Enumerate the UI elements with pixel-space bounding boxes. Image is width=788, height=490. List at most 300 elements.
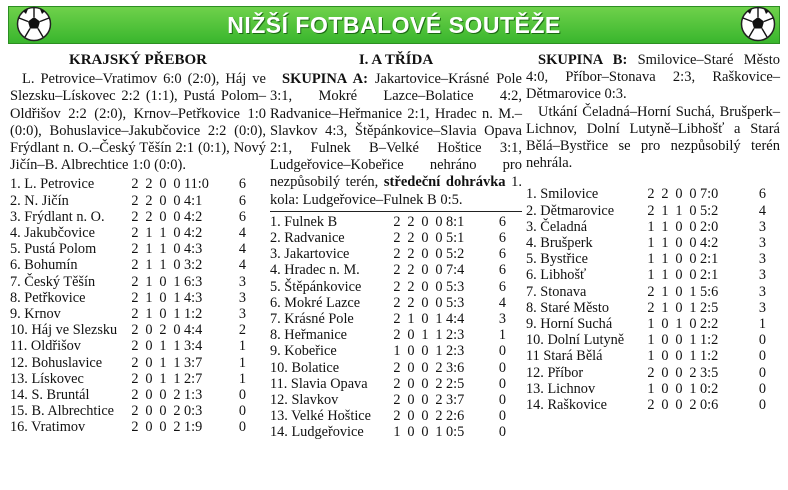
stat-cell: 0 bbox=[435, 213, 443, 230]
points: 3 bbox=[758, 235, 766, 252]
stat-cell: 2 bbox=[131, 273, 139, 290]
stat-cell: 1 bbox=[689, 332, 697, 349]
standings-row bbox=[10, 290, 246, 306]
stat-cell: 0 bbox=[661, 316, 669, 333]
score: 0:3 bbox=[184, 403, 203, 420]
team-name: 13. Lískovec bbox=[10, 370, 84, 387]
section-banner bbox=[8, 6, 780, 44]
stat-cell: 0 bbox=[675, 348, 683, 365]
score: 5:3 bbox=[446, 294, 465, 311]
team-name: 14. S. Bruntál bbox=[10, 387, 90, 404]
stat-cell: 1 bbox=[675, 202, 683, 219]
standings-row bbox=[270, 214, 506, 230]
team-name: 16. Vratimov bbox=[10, 419, 86, 436]
standings-row bbox=[10, 209, 246, 225]
stat-cell: 0 bbox=[173, 208, 181, 225]
stat-cell: 0 bbox=[145, 370, 153, 387]
stat-cell: 2 bbox=[159, 322, 167, 339]
score: 3:7 bbox=[184, 354, 203, 371]
points: 6 bbox=[498, 230, 506, 247]
stat-cell: 0 bbox=[661, 332, 669, 349]
stat-cell: 0 bbox=[159, 289, 167, 306]
score: 2:0 bbox=[700, 218, 719, 235]
stat-cell: 0 bbox=[675, 218, 683, 235]
team-name: 12. Příbor bbox=[526, 364, 584, 381]
stat-cell: 1 bbox=[647, 332, 655, 349]
score: 4:1 bbox=[184, 192, 203, 209]
stat-cell: 0 bbox=[145, 338, 153, 355]
score: 5:3 bbox=[446, 278, 465, 295]
stat-cell: 2 bbox=[131, 387, 139, 404]
team-name: 2. Radvanice bbox=[270, 230, 345, 247]
stat-cell: 2 bbox=[647, 186, 655, 203]
team-name: 1. Smilovice bbox=[526, 186, 599, 203]
standings-row bbox=[10, 387, 246, 403]
stat-cell: 1 bbox=[435, 311, 443, 328]
stat-cell: 2 bbox=[393, 359, 401, 376]
stat-cell: 2 bbox=[131, 241, 139, 258]
stat-cell: 1 bbox=[647, 218, 655, 235]
stat-cell: 1 bbox=[407, 311, 415, 328]
skupina-a-standings-table bbox=[270, 214, 506, 441]
stat-cell: 0 bbox=[435, 262, 443, 279]
section-title: NIŽŠÍ FOTBALOVÉ SOUTĚŽE bbox=[227, 12, 561, 38]
trida-heading: I. A TŘÍDA bbox=[358, 52, 434, 68]
team-name: 11. Oldřišov bbox=[10, 338, 81, 355]
points: 3 bbox=[238, 306, 246, 323]
stat-cell: 2 bbox=[131, 370, 139, 387]
stat-cell: 2 bbox=[131, 322, 139, 339]
stat-cell: 2 bbox=[393, 375, 401, 392]
points: 0 bbox=[238, 419, 246, 436]
score: 2:1 bbox=[700, 267, 719, 284]
score: 11:0 bbox=[184, 176, 209, 193]
stat-cell: 2 bbox=[131, 257, 139, 274]
team-name: 6. Libhošť bbox=[526, 267, 587, 284]
standings-row bbox=[10, 355, 246, 371]
points: 0 bbox=[238, 403, 246, 420]
stat-cell: 0 bbox=[421, 213, 429, 230]
score: 3:2 bbox=[184, 257, 203, 274]
stat-cell: 0 bbox=[675, 251, 683, 268]
standings-row bbox=[270, 408, 506, 424]
standings-row bbox=[10, 257, 246, 273]
stat-cell: 1 bbox=[661, 235, 669, 252]
stat-cell: 2 bbox=[407, 278, 415, 295]
stat-cell: 2 bbox=[131, 289, 139, 306]
stat-cell: 1 bbox=[435, 327, 443, 344]
team-name: 3. Čeladná bbox=[526, 218, 588, 235]
stat-cell: 1 bbox=[661, 202, 669, 219]
stat-cell: 1 bbox=[675, 316, 683, 333]
score: 3:6 bbox=[446, 359, 465, 376]
standings-row bbox=[270, 376, 506, 392]
team-name: 6. Bohumín bbox=[10, 257, 78, 274]
stat-cell: 1 bbox=[689, 348, 697, 365]
standings-row bbox=[526, 235, 766, 251]
stat-cell: 0 bbox=[159, 403, 167, 420]
stat-cell: 1 bbox=[435, 343, 443, 360]
stat-cell: 1 bbox=[145, 306, 153, 323]
standings-row bbox=[10, 176, 246, 192]
points: 6 bbox=[498, 278, 506, 295]
stat-cell: 1 bbox=[647, 251, 655, 268]
points: 0 bbox=[498, 392, 506, 409]
stat-cell: 1 bbox=[689, 299, 697, 316]
stat-cell: 1 bbox=[647, 235, 655, 252]
team-name: 14. Ludgeřovice bbox=[270, 424, 364, 441]
points: 1 bbox=[238, 370, 246, 387]
team-name: 3. Frýdlant n. O. bbox=[10, 208, 105, 225]
standings-row bbox=[10, 306, 246, 322]
stat-cell: 0 bbox=[173, 257, 181, 274]
team-name: 5. Bystřice bbox=[526, 251, 588, 268]
stat-cell: 2 bbox=[131, 192, 139, 209]
stat-cell: 1 bbox=[647, 267, 655, 284]
score: 3:4 bbox=[184, 338, 203, 355]
stat-cell: 0 bbox=[407, 408, 415, 425]
stat-cell: 0 bbox=[661, 380, 669, 397]
stat-cell: 0 bbox=[435, 230, 443, 247]
stat-cell: 0 bbox=[173, 176, 181, 193]
standings-row bbox=[10, 371, 246, 387]
stat-cell: 0 bbox=[421, 408, 429, 425]
skupina-b-results-text: Smilovice–Staré Město 4:0, Příbor–Stonava 2:3, Raškovice–Dětmarovice 0:3. bbox=[526, 52, 780, 103]
team-name: 8. Staré Město bbox=[526, 299, 609, 316]
points: 3 bbox=[758, 251, 766, 268]
stat-cell: 2 bbox=[131, 338, 139, 355]
score: 4:2 bbox=[184, 225, 203, 242]
team-name: 11 Stará Bělá bbox=[526, 348, 603, 365]
team-name: 2. N. Jičín bbox=[10, 192, 69, 209]
stat-cell: 2 bbox=[393, 278, 401, 295]
score: 2:7 bbox=[184, 370, 203, 387]
stat-cell: 0 bbox=[689, 218, 697, 235]
points: 3 bbox=[758, 267, 766, 284]
team-name: 15. B. Albrechtice bbox=[10, 403, 115, 420]
stat-cell: 2 bbox=[647, 364, 655, 381]
standings-row bbox=[270, 295, 506, 311]
krajsky-prebor-column bbox=[10, 52, 266, 436]
stat-cell: 0 bbox=[689, 186, 697, 203]
stat-cell: 0 bbox=[407, 327, 415, 344]
stat-cell: 2 bbox=[131, 225, 139, 242]
score: 4:3 bbox=[184, 289, 203, 306]
stat-cell: 0 bbox=[675, 332, 683, 349]
points: 0 bbox=[498, 343, 506, 360]
stat-cell: 0 bbox=[159, 192, 167, 209]
stat-cell: 0 bbox=[675, 380, 683, 397]
points: 6 bbox=[238, 176, 246, 193]
stat-cell: 2 bbox=[647, 202, 655, 219]
divider bbox=[270, 211, 522, 212]
standings-row bbox=[526, 284, 766, 300]
skupina-b-results bbox=[526, 52, 780, 104]
stat-cell: 0 bbox=[421, 230, 429, 247]
stat-cell: 2 bbox=[131, 403, 139, 420]
stat-cell: 2 bbox=[145, 208, 153, 225]
skupina-a-results bbox=[270, 71, 522, 209]
score: 2:6 bbox=[446, 408, 465, 425]
stat-cell: 2 bbox=[393, 327, 401, 344]
points: 6 bbox=[498, 262, 506, 279]
stat-cell: 1 bbox=[435, 424, 443, 441]
points: 3 bbox=[238, 289, 246, 306]
standings-row bbox=[10, 322, 246, 338]
team-name: 5. Štěpánkovice bbox=[270, 278, 362, 295]
krajsky-prebor-heading: KRAJSKÝ PŘEBOR bbox=[69, 52, 207, 68]
stat-cell: 0 bbox=[675, 283, 683, 300]
stat-cell: 1 bbox=[173, 289, 181, 306]
stat-cell: 0 bbox=[421, 359, 429, 376]
stat-cell: 1 bbox=[173, 370, 181, 387]
points: 4 bbox=[238, 225, 246, 242]
stat-cell: 0 bbox=[689, 316, 697, 333]
stat-cell: 1 bbox=[647, 316, 655, 333]
standings-row bbox=[270, 424, 506, 440]
score: 5:1 bbox=[446, 230, 465, 247]
stat-cell: 1 bbox=[661, 299, 669, 316]
stat-cell: 0 bbox=[421, 294, 429, 311]
points: 0 bbox=[498, 375, 506, 392]
points: 1 bbox=[238, 354, 246, 371]
score: 4:2 bbox=[700, 235, 719, 252]
score: 1:3 bbox=[184, 387, 203, 404]
team-name: 12. Slavkov bbox=[270, 392, 339, 409]
team-name: 9. Krnov bbox=[10, 306, 61, 323]
standings-row bbox=[526, 397, 766, 413]
stat-cell: 0 bbox=[675, 299, 683, 316]
team-name: 12. Bohuslavice bbox=[10, 354, 103, 371]
score: 1:2 bbox=[700, 332, 719, 349]
stat-cell: 0 bbox=[407, 424, 415, 441]
stat-cell: 1 bbox=[689, 283, 697, 300]
stat-cell: 0 bbox=[661, 364, 669, 381]
stat-cell: 2 bbox=[393, 311, 401, 328]
standings-row bbox=[270, 279, 506, 295]
stat-cell: 2 bbox=[407, 246, 415, 263]
points: 4 bbox=[758, 202, 766, 219]
stat-cell: 2 bbox=[145, 192, 153, 209]
stat-cell: 1 bbox=[393, 424, 401, 441]
skupina-b-note: Utkání Čeladná–Horní Suchá, Brušperk–Lichnov, Dolní Lutyně–Libhošť a Stará Bělá–Bystřice se pro nezpůsobilý terén nehrála. bbox=[526, 103, 780, 172]
points: 0 bbox=[758, 380, 766, 397]
stat-cell: 0 bbox=[661, 397, 669, 414]
points: 2 bbox=[238, 322, 246, 339]
points: 1 bbox=[238, 338, 246, 355]
standings-row bbox=[526, 332, 766, 348]
stat-cell: 0 bbox=[421, 278, 429, 295]
score: 8:1 bbox=[446, 213, 465, 230]
standings-row bbox=[526, 300, 766, 316]
points: 3 bbox=[758, 283, 766, 300]
team-name: 4. Hradec n. M. bbox=[270, 262, 360, 279]
stat-cell: 2 bbox=[393, 246, 401, 263]
stat-cell: 0 bbox=[173, 322, 181, 339]
skupina-b-label: SKUPINA B: bbox=[538, 52, 628, 68]
score: 0:5 bbox=[446, 424, 465, 441]
team-name: 2. Dětmarovice bbox=[526, 202, 615, 219]
score: 4:4 bbox=[446, 311, 465, 328]
points: 3 bbox=[238, 273, 246, 290]
team-name: 8. Petřkovice bbox=[10, 289, 86, 306]
score: 1:2 bbox=[700, 348, 719, 365]
standings-row bbox=[10, 419, 246, 435]
stat-cell: 0 bbox=[675, 186, 683, 203]
standings-row bbox=[270, 246, 506, 262]
stat-cell: 1 bbox=[145, 289, 153, 306]
stat-cell: 0 bbox=[421, 262, 429, 279]
stat-cell: 0 bbox=[145, 322, 153, 339]
standings-row bbox=[270, 360, 506, 376]
stat-cell: 0 bbox=[421, 424, 429, 441]
stat-cell: 2 bbox=[173, 387, 181, 404]
stat-cell: 0 bbox=[421, 343, 429, 360]
stat-cell: 1 bbox=[647, 380, 655, 397]
points: 3 bbox=[758, 299, 766, 316]
stat-cell: 0 bbox=[407, 392, 415, 409]
points: 0 bbox=[498, 424, 506, 441]
stat-cell: 0 bbox=[173, 192, 181, 209]
standings-row bbox=[10, 338, 246, 354]
stat-cell: 2 bbox=[393, 230, 401, 247]
trida-a-column bbox=[270, 52, 522, 441]
stat-cell: 1 bbox=[661, 251, 669, 268]
stat-cell: 1 bbox=[159, 370, 167, 387]
skupina-a-label: SKUPINA A: bbox=[282, 71, 368, 88]
points: 3 bbox=[758, 218, 766, 235]
krajsky-results: L. Petrovice–Vratimov 6:0 (2:0), Háj ve Slezsku–Lískovec 2:2 (1:1), Pustá Polom–Oldřišov 2:2 (2:0), Krnov–Petřkovice 1:0 (0:0), Bohuslavice–Jakubčovice 2:2 (0:0), Frýdlant n. O.–Český Těšín 2:1 (0:1), Nový Jičín–B. Albrechtice 1:0 (0:0). bbox=[10, 71, 266, 174]
team-name: 7. Český Těšín bbox=[10, 273, 96, 290]
skupina-b-column bbox=[526, 52, 780, 413]
stat-cell: 2 bbox=[647, 283, 655, 300]
stat-cell: 0 bbox=[407, 375, 415, 392]
team-name: 6. Mokré Lazce bbox=[270, 294, 361, 311]
score: 4:3 bbox=[184, 241, 203, 258]
stat-cell: 0 bbox=[661, 348, 669, 365]
team-name: 9. Horní Suchá bbox=[526, 316, 613, 333]
stat-cell: 1 bbox=[661, 218, 669, 235]
stat-cell: 0 bbox=[159, 176, 167, 193]
stat-cell: 2 bbox=[407, 294, 415, 311]
stat-cell: 2 bbox=[407, 230, 415, 247]
stat-cell: 2 bbox=[689, 364, 697, 381]
points: 6 bbox=[758, 186, 766, 203]
stat-cell: 2 bbox=[173, 403, 181, 420]
krajsky-standings-table bbox=[10, 176, 246, 435]
stat-cell: 1 bbox=[159, 354, 167, 371]
stat-cell: 0 bbox=[173, 225, 181, 242]
stat-cell: 2 bbox=[131, 419, 139, 436]
team-name: 13. Lichnov bbox=[526, 380, 596, 397]
team-name: 14. Raškovice bbox=[526, 397, 607, 414]
points: 4 bbox=[238, 241, 246, 258]
standings-row bbox=[526, 381, 766, 397]
stat-cell: 2 bbox=[131, 306, 139, 323]
stat-cell: 1 bbox=[173, 306, 181, 323]
stat-cell: 0 bbox=[435, 294, 443, 311]
score: 7:0 bbox=[700, 186, 719, 203]
stat-cell: 0 bbox=[159, 273, 167, 290]
score: 2:2 bbox=[700, 316, 719, 333]
stat-cell: 0 bbox=[689, 202, 697, 219]
stat-cell: 0 bbox=[435, 246, 443, 263]
points: 3 bbox=[498, 311, 506, 328]
stat-cell: 2 bbox=[131, 208, 139, 225]
points: 6 bbox=[238, 208, 246, 225]
score: 0:6 bbox=[700, 397, 719, 414]
team-name: 10. Dolní Lutyně bbox=[526, 332, 625, 349]
stat-cell: 2 bbox=[647, 397, 655, 414]
stat-cell: 1 bbox=[159, 338, 167, 355]
score: 3:5 bbox=[700, 364, 719, 381]
stat-cell: 2 bbox=[393, 408, 401, 425]
score: 2:1 bbox=[700, 251, 719, 268]
team-name: 1. Fulnek B bbox=[270, 213, 338, 230]
team-name: 7. Stonava bbox=[526, 283, 587, 300]
standings-row bbox=[10, 274, 246, 290]
score: 5:6 bbox=[700, 283, 719, 300]
score: 1:9 bbox=[184, 419, 203, 436]
score: 3:7 bbox=[446, 392, 465, 409]
standings-row bbox=[270, 343, 506, 359]
stat-cell: 2 bbox=[393, 262, 401, 279]
stat-cell: 0 bbox=[159, 208, 167, 225]
stat-cell: 2 bbox=[689, 397, 697, 414]
standings-row bbox=[270, 327, 506, 343]
standings-row bbox=[526, 365, 766, 381]
score: 5:2 bbox=[700, 202, 719, 219]
stat-cell: 1 bbox=[689, 380, 697, 397]
points: 6 bbox=[498, 246, 506, 263]
stat-cell: 1 bbox=[421, 327, 429, 344]
score: 0:2 bbox=[700, 380, 719, 397]
stat-cell: 1 bbox=[661, 267, 669, 284]
stat-cell: 0 bbox=[675, 397, 683, 414]
stat-cell: 0 bbox=[145, 354, 153, 371]
stat-cell: 2 bbox=[131, 354, 139, 371]
stat-cell: 0 bbox=[675, 235, 683, 252]
points: 6 bbox=[498, 213, 506, 230]
stat-cell: 0 bbox=[689, 235, 697, 252]
standings-row bbox=[270, 392, 506, 408]
team-name: 9. Kobeřice bbox=[270, 343, 337, 360]
stat-cell: 0 bbox=[675, 267, 683, 284]
points: 0 bbox=[498, 359, 506, 376]
team-name: 4. Brušperk bbox=[526, 235, 593, 252]
points: 4 bbox=[238, 257, 246, 274]
team-name: 13. Velké Hoštice bbox=[270, 408, 371, 425]
stat-cell: 2 bbox=[435, 408, 443, 425]
score: 2:3 bbox=[446, 343, 465, 360]
stat-cell: 0 bbox=[407, 359, 415, 376]
stat-cell: 1 bbox=[661, 283, 669, 300]
stat-cell: 2 bbox=[435, 359, 443, 376]
stat-cell: 2 bbox=[661, 186, 669, 203]
score: 2:3 bbox=[446, 327, 465, 344]
stat-cell: 0 bbox=[159, 419, 167, 436]
stat-cell: 2 bbox=[173, 419, 181, 436]
stat-cell: 1 bbox=[173, 354, 181, 371]
stat-cell: 1 bbox=[145, 225, 153, 242]
standings-row bbox=[526, 219, 766, 235]
score: 4:2 bbox=[184, 208, 203, 225]
points: 0 bbox=[758, 397, 766, 414]
score: 5:2 bbox=[446, 246, 465, 263]
standings-row bbox=[526, 316, 766, 332]
football-icon bbox=[740, 6, 776, 42]
team-name: 8. Heřmanice bbox=[270, 327, 348, 344]
